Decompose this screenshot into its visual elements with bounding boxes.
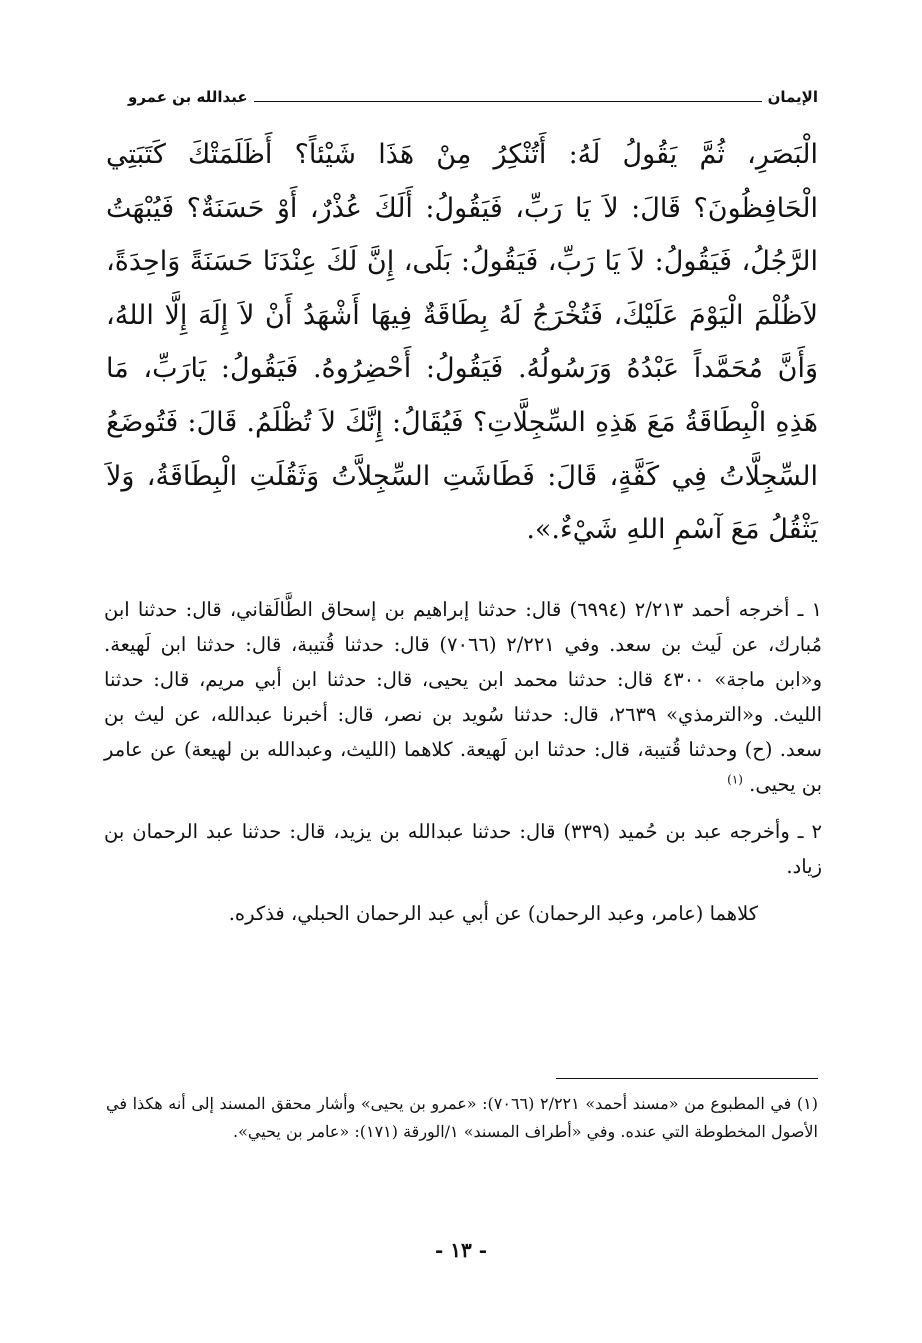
narrator-name: عبدالله بن عمرو bbox=[128, 88, 248, 106]
takhrij-item-1-text: ١ ـ أخرجه أحمد ٢/٢١٣ (٦٩٩٤) قال: حدثنا إبراهيم بن إسحاق الطَّالَقاني، قال: حدثنا ابن مُبارك، عن لَيث بن سعد. وفي ٢/٢٢١ (٧٠٦٦) قال: حدثنا قُتيبة، قال: حدثنا ابن لَهيعة. و«ابن ماجة» ٤٣٠٠ قال: حدثنا محمد ابن يحيى، قال: حدثنا ابن أبي مريم، قال: حدثنا الليث. و«الترمذي» ٢٦٣٩، قال: حدثنا سُويد بن نصر، قال: أخبرنا عبدالله، عن ليث بن سعد. (ح) وحدثنا قُتيبة، قال: حدثنا ابن لَهيعة. كلاهما (الليث، وعبدالله بن لهيعة) عن عامر بن يحيى. bbox=[104, 598, 823, 796]
hadith-text bbox=[106, 128, 818, 557]
footnotes bbox=[106, 1090, 818, 1146]
footnote-separator bbox=[556, 1078, 818, 1079]
page-number: - ١٣ - bbox=[434, 1238, 487, 1262]
takhrij-conclusion: كلاهما (عامر، وعبد الرحمان) عن أبي عبد الرحمان الحبلي، فذكره. bbox=[228, 902, 758, 925]
running-header bbox=[128, 82, 818, 112]
hadith-paragraph: الْبَصَرِ، ثُمَّ يَقُولُ لَهُ: أَتُنْكِرُ مِنْ هَذَا شَيْئاً؟ أَظَلَمَتْكَ كَتَبَتِي الْحَافِظُونَ؟ قَالَ: لاَ يَا رَبِّ، فَيَقُولُ: أَلَكَ عُذْرٌ، أَوْ حَسَنَةٌ؟ فَيُبْهَتُ الرَّجُلُ، فَيَقُولُ: لاَ يَا رَبِّ، فَيَقُولُ: بَلَى، إِنَّ لَكَ عِنْدَنَا حَسَنَةً وَاحِدَةً، لاَظُلْمَ الْيَوْمَ عَلَيْكَ، فَتُخْرَجُ لَهُ بِطَاقَةٌ فِيهَا أَشْهَدُ أَنْ لاَ إِلَهَ إِلَّا اللهُ، وَأَنَّ مُحَمَّداً عَبْدُهُ وَرَسُولُهُ. فَيَقُولُ: أَحْضِرُوهُ. فَيَقُولُ: يَارَبِّ، مَا هَذِهِ الْبِطَاقَةُ مَعَ هَذِهِ السِّجِلَّاتِ؟ فَيُقَالُ: إِنَّكَ لاَ تُظْلَمُ. قَالَ: فَتُوضَعُ السِّجِلَّاتُ فِي كَفَّةٍ، قَالَ: فَطَاشَتِ السِّجِلاَّتُ وَثَقُلَتِ الْبِطَاقَةُ، وَلاَ يَثْقُلُ مَعَ آسْمِ اللهِ شَيْءٌ.». bbox=[106, 139, 818, 546]
takhrij-section bbox=[104, 592, 822, 931]
chapter-title: الإيمان bbox=[767, 88, 818, 106]
takhrij-item-1 bbox=[104, 592, 822, 802]
header-rule bbox=[254, 101, 762, 102]
takhrij-item-2: ٢ ـ وأخرجه عبد بن حُميد (٣٣٩) قال: حدثنا عبدالله بن يزيد، قال: حدثنا عبد الرحمان بن زياد. bbox=[104, 820, 822, 878]
footnote-ref[interactable]: (١) bbox=[727, 772, 743, 787]
footnote-1: (١) في المطبوع من «مسند أحمد» ٢/٢٢١ (٧٠٦٦): «عمرو بن يحيى» وأشار محقق المسند إلى أنه هكذا في الأصول المخطوطة التي عنده. وفي «أطراف المسند» ١/الورقة (١٧١): «عامر بن يحيي». bbox=[106, 1094, 819, 1141]
